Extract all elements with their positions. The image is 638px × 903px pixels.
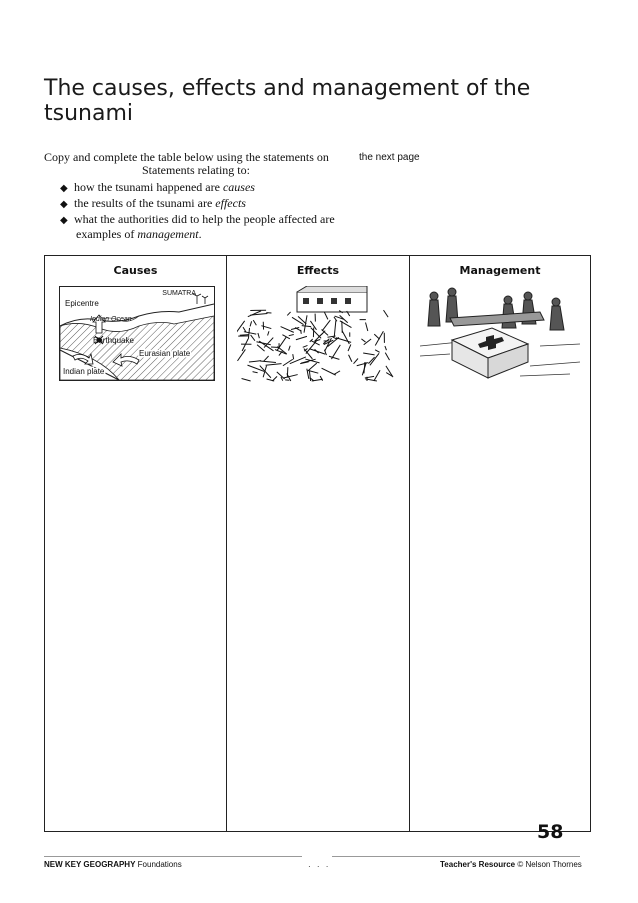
- bullet-emphasis: management: [137, 227, 199, 241]
- column-divider: [409, 256, 410, 831]
- relief-workers-illustration: [420, 286, 580, 382]
- footer-series: [44, 860, 182, 869]
- label-earthquake: Earthquake: [93, 336, 134, 345]
- diamond-icon: ◆: [60, 199, 68, 210]
- bullet-causes: [60, 180, 255, 195]
- label-sumatra: SUMATRA: [162, 290, 196, 297]
- footer-publisher: [440, 860, 582, 869]
- intro-text: Copy and complete the table below using the statements on: [44, 150, 329, 164]
- footer-rule: [332, 856, 580, 857]
- bullet-management-continued: [76, 227, 202, 242]
- column-divider: [226, 256, 227, 831]
- header-management: Management: [459, 264, 541, 277]
- label-epicentre: Epicentre: [65, 299, 99, 308]
- diamond-icon: ◆: [60, 215, 68, 226]
- footer-rule: [44, 856, 302, 857]
- footer-dots: · · ·: [308, 862, 331, 871]
- statements-subheading: Statements relating to:: [142, 163, 250, 177]
- footer-resource: Teacher's Resource: [440, 860, 516, 869]
- footer-brand: NEW KEY GEOGRAPHY: [44, 860, 136, 869]
- bullet-text: .: [198, 227, 202, 241]
- label-indian-ocean: Indian Ocean: [90, 316, 132, 323]
- next-page-note: the next page: [359, 152, 420, 163]
- tsunami-debris-illustration: [237, 286, 395, 382]
- bullet-emphasis: effects: [215, 196, 246, 210]
- bullet-effects: [60, 196, 246, 211]
- footer-copyright: © Nelson Thornes: [517, 860, 582, 869]
- bullet-management: [60, 212, 335, 227]
- bullet-text: how the tsunami happened are: [74, 180, 223, 194]
- bullet-text: the results of the tsunami are: [74, 196, 216, 210]
- diamond-icon: ◆: [60, 183, 68, 194]
- bullet-text: examples of: [76, 227, 138, 241]
- page-title: The causes, effects and management of the tsunami: [44, 76, 531, 126]
- header-effects: Effects: [296, 264, 340, 277]
- bullet-text: what the authorities did to help the people affected are: [74, 212, 335, 226]
- header-causes: Causes: [113, 264, 158, 277]
- page-number: 58: [537, 821, 564, 843]
- first-aid-kit-icon: [452, 328, 528, 378]
- bullet-emphasis: causes: [222, 180, 255, 194]
- label-eurasian-plate: Eurasian plate: [139, 349, 191, 358]
- label-indian-plate: Indian plate: [63, 367, 105, 376]
- footer-series-name: Foundations: [137, 860, 182, 869]
- response-table: [44, 255, 591, 832]
- plate-diagram: [59, 286, 215, 381]
